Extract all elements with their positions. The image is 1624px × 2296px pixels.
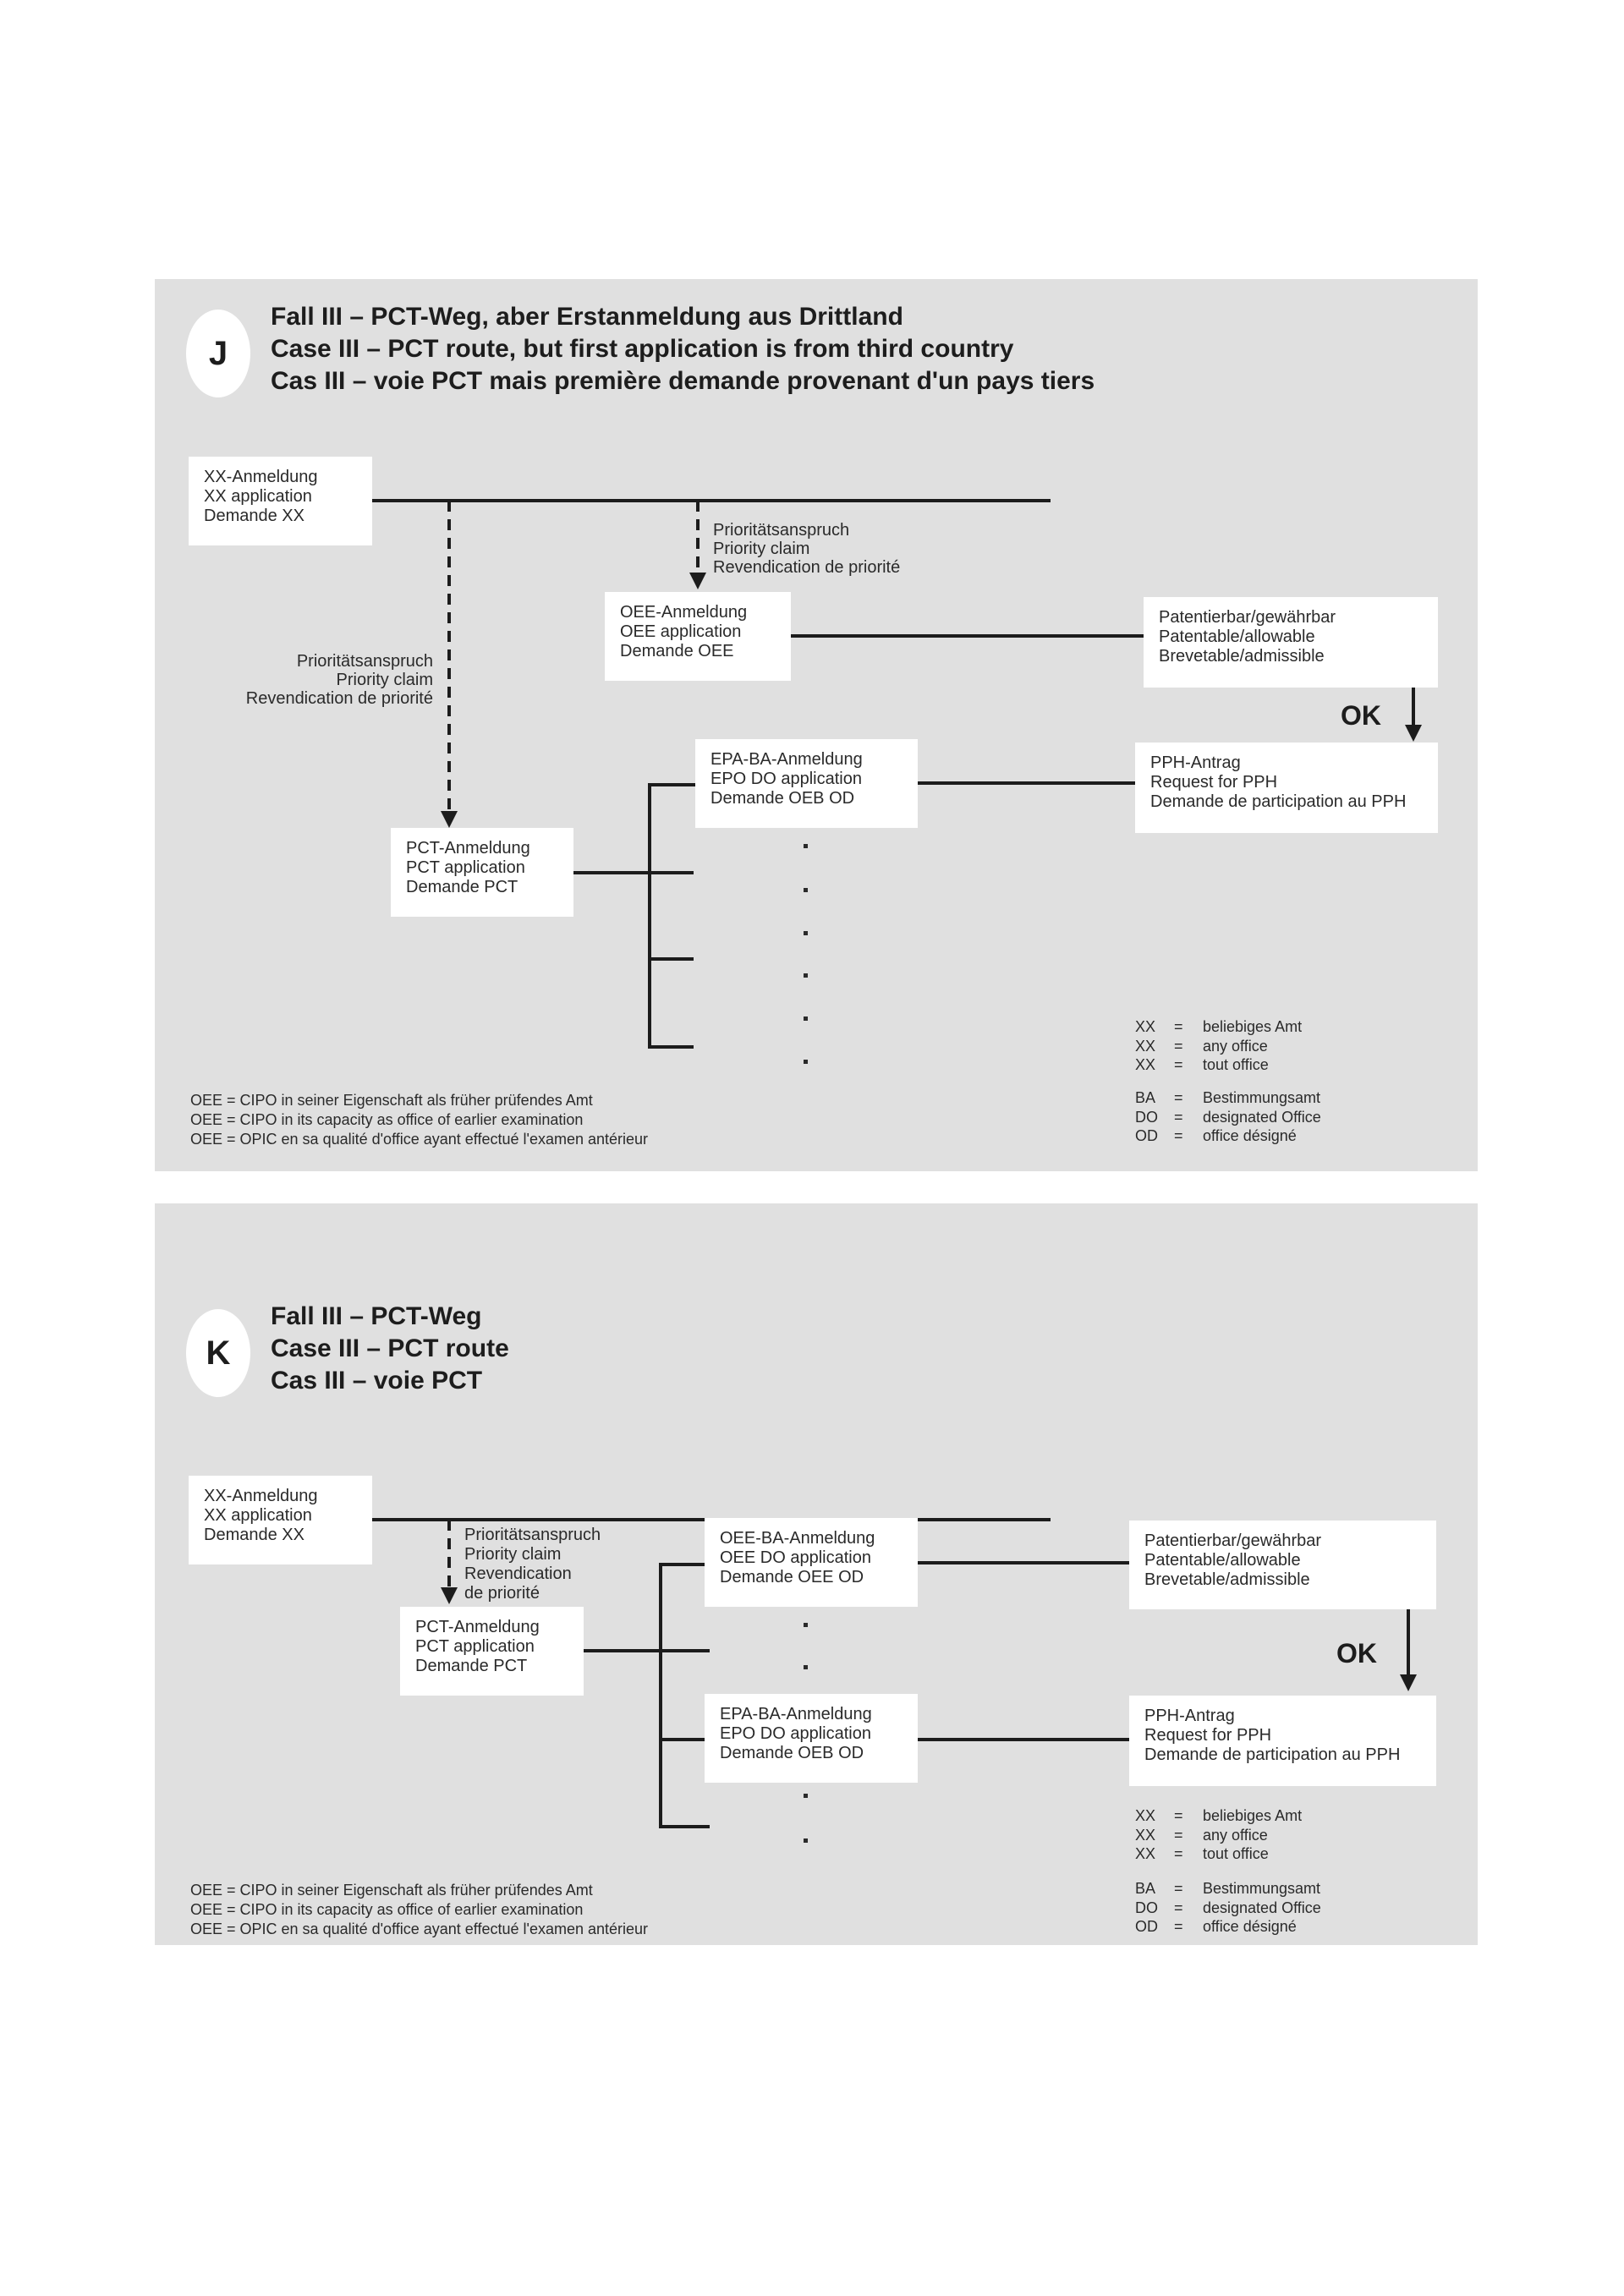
equals-sign: = (1174, 1108, 1183, 1126)
k-ba-abbr: BA (1135, 1880, 1156, 1897)
k-pct-line-de: PCT-Anmeldung (415, 1618, 540, 1636)
k-ba-legend-row (1135, 1917, 1321, 1937)
panel-j-title-de: Fall III – PCT-Weg, aber Erstanmeldung aus Drittland (271, 303, 903, 331)
k-xx-legend (1135, 1806, 1302, 1864)
j-xx-line-fr: Demande XX (204, 507, 304, 525)
j-oee-to-patentable-connector (791, 634, 1144, 638)
k-ok-arrow-line (1407, 1609, 1410, 1674)
k-pct-to-bracket-connector (584, 1649, 710, 1652)
j-oee-line-de: OEE-Anmeldung (620, 603, 748, 622)
j-ellipsis-dot (804, 888, 808, 892)
equals-sign: = (1174, 1826, 1183, 1844)
k-pph-request-box (1129, 1696, 1436, 1786)
j-ellipsis-dot (804, 1060, 808, 1064)
j-timeline (372, 499, 1051, 502)
j-ba-abbr: BA (1135, 1089, 1156, 1106)
k-ba-legend-row (1135, 1879, 1321, 1899)
equals-sign: = (1174, 1127, 1183, 1144)
k-bracket-vertical (659, 1563, 662, 1828)
j-ba-text: designated Office (1203, 1108, 1321, 1126)
equals-sign: = (1174, 1037, 1183, 1055)
k-epaba-line-de: EPA-BA-Anmeldung (720, 1705, 872, 1723)
k-oee-legend-en: OEE = CIPO in its capacity as office of earlier examination (190, 1901, 584, 1918)
k-ba-text: office désigné (1203, 1918, 1297, 1935)
k-xx-text: beliebiges Amt (1203, 1807, 1303, 1824)
j-xx-legend-row (1135, 1017, 1302, 1037)
j-epa-line-fr: Demande OEB OD (710, 789, 855, 808)
j-bracket-vertical (648, 783, 651, 1049)
j-pct-line-fr: Demande PCT (406, 878, 518, 896)
j-ellipsis-dot (804, 931, 808, 935)
j-ba-legend-row (1135, 1088, 1321, 1108)
k-ba-abbr: OD (1135, 1918, 1158, 1935)
j-oee-line-fr: Demande OEE (620, 642, 734, 660)
k-xx-text: tout office (1203, 1845, 1269, 1862)
j-xx-text: any office (1203, 1037, 1268, 1055)
equals-sign: = (1174, 1056, 1183, 1073)
equals-sign: = (1174, 1918, 1183, 1935)
k-ba-text: designated Office (1203, 1899, 1321, 1916)
j-bracket-tick-3 (648, 1045, 694, 1049)
k-priority-fr-1: Revendication (464, 1564, 572, 1583)
k-pph-line-de: PPH-Antrag (1144, 1707, 1235, 1725)
k-ba-abbr: DO (1135, 1899, 1158, 1916)
j-xx-abbr: XX (1135, 1056, 1156, 1073)
j-priority-label-right (713, 521, 900, 577)
k-patentable-line-de: Patentierbar/gewährbar (1144, 1532, 1322, 1550)
k-priority-arrowhead (441, 1587, 458, 1604)
k-ba-legend (1135, 1879, 1321, 1937)
case-k-badge (186, 1309, 250, 1397)
j-xx-legend (1135, 1017, 1302, 1075)
k-pph-line-fr: Demande de participation au PPH (1144, 1745, 1401, 1764)
k-priority-fr-2: de priorité (464, 1584, 540, 1603)
j-epo-do-application-box (695, 739, 918, 828)
equals-sign: = (1174, 1018, 1183, 1035)
k-epaba-line-fr: Demande OEB OD (720, 1744, 864, 1762)
j-ba-abbr: OD (1135, 1127, 1158, 1144)
equals-sign: = (1174, 1880, 1183, 1897)
j-priority-right-de: Prioritätsanspruch (713, 521, 850, 540)
j-oee-line-en: OEE application (620, 622, 742, 641)
panel-j-title-fr: Cas III – voie PCT mais première demande provenant d'un pays tiers (271, 367, 1095, 395)
k-priority-en: Priority claim (464, 1545, 562, 1564)
k-ellipsis-dot (804, 1838, 808, 1843)
j-oee-legend-fr: OEE = OPIC en sa qualité d'office ayant effectué l'examen antérieur (190, 1131, 649, 1148)
j-oee-legend (190, 1091, 648, 1149)
panel-k-title-en: Case III – PCT route (271, 1334, 509, 1362)
k-ba-text: Bestimmungsamt (1203, 1880, 1321, 1897)
k-xx-legend-row (1135, 1806, 1302, 1826)
k-xx-application-box (189, 1476, 372, 1564)
j-ba-text: office désigné (1203, 1127, 1297, 1144)
j-ellipsis-dot (804, 973, 808, 978)
equals-sign: = (1174, 1845, 1183, 1862)
j-bracket-tick-epa (648, 783, 695, 786)
j-priority-dashed-line-2 (696, 501, 700, 573)
equals-sign: = (1174, 1089, 1183, 1106)
j-xx-abbr: XX (1135, 1018, 1156, 1035)
j-priority-left-fr: Revendication de priorité (245, 689, 433, 708)
j-xx-text: beliebiges Amt (1203, 1018, 1303, 1035)
panel-j-title-en: Case III – PCT route, but first application is from third country (271, 335, 1014, 363)
k-bracket-tick-epa (659, 1738, 705, 1741)
k-epaba-line-en: EPO DO application (720, 1724, 871, 1743)
j-priority-right-fr: Revendication de priorité (713, 558, 901, 577)
j-xx-line-de: XX-Anmeldung (204, 468, 318, 486)
k-xx-line-fr: Demande XX (204, 1526, 304, 1544)
j-xx-line-en: XX application (204, 487, 312, 506)
j-xx-text: tout office (1203, 1056, 1269, 1073)
j-ba-abbr: DO (1135, 1108, 1158, 1126)
j-priority-left-de: Prioritätsanspruch (296, 652, 433, 671)
k-ellipsis-dot (804, 1665, 808, 1669)
k-oee-do-application-box (705, 1518, 918, 1607)
k-ba-legend-row (1135, 1899, 1321, 1918)
k-xx-legend-row (1135, 1844, 1302, 1864)
j-pct-line-de: PCT-Anmeldung (406, 839, 530, 858)
k-oeeba-to-patentable-connector (918, 1561, 1129, 1564)
k-xx-abbr: XX (1135, 1826, 1156, 1844)
j-pct-application-box (391, 828, 573, 917)
j-ba-legend-row (1135, 1108, 1321, 1127)
j-epa-to-pph-connector (918, 781, 1135, 785)
j-xx-application-box (189, 457, 372, 545)
k-xx-legend-row (1135, 1826, 1302, 1845)
j-pct-line-en: PCT application (406, 858, 525, 877)
k-pph-line-en: Request for PPH (1144, 1726, 1272, 1745)
j-epa-line-en: EPO DO application (710, 770, 862, 788)
j-pph-line-en: Request for PPH (1150, 773, 1278, 792)
k-xx-abbr: XX (1135, 1807, 1156, 1824)
k-epo-do-application-box (705, 1694, 918, 1783)
j-priority-label-left (203, 652, 433, 708)
panel-k-title-de: Fall III – PCT-Weg (271, 1302, 482, 1330)
k-patentable-line-fr: Brevetable/admissible (1144, 1570, 1310, 1589)
k-pct-line-fr: Demande PCT (415, 1657, 528, 1675)
equals-sign: = (1174, 1899, 1183, 1916)
k-pct-application-box (400, 1607, 584, 1696)
j-priority-left-en: Priority claim (336, 671, 433, 689)
k-xx-abbr: XX (1135, 1845, 1156, 1862)
j-xx-abbr: XX (1135, 1037, 1156, 1055)
case-j-badge-letter: J (208, 334, 228, 372)
j-epa-line-de: EPA-BA-Anmeldung (710, 750, 863, 769)
k-priority-de: Prioritätsanspruch (464, 1526, 601, 1544)
k-priority-label (464, 1526, 601, 1603)
j-pph-request-box (1135, 743, 1438, 833)
j-pph-line-fr: Demande de participation au PPH (1150, 792, 1407, 811)
j-xx-legend-row (1135, 1055, 1302, 1075)
j-ellipsis-dot (804, 1016, 808, 1021)
k-oeeba-line-de: OEE-BA-Anmeldung (720, 1529, 875, 1548)
k-epaba-to-pph-connector (918, 1738, 1129, 1741)
j-patentable-line-en: Patentable/allowable (1159, 627, 1315, 646)
j-ellipsis-dot (804, 844, 808, 848)
k-oee-legend-de: OEE = CIPO in seiner Eigenschaft als früher prüfendes Amt (190, 1882, 593, 1899)
k-patentable-box (1129, 1521, 1436, 1609)
j-ok-label: OK (1341, 700, 1381, 731)
j-ba-legend (1135, 1088, 1321, 1146)
j-priority-right-en: Priority claim (713, 540, 810, 558)
k-bracket-tick-3 (659, 1825, 710, 1828)
equals-sign: = (1174, 1807, 1183, 1824)
k-xx-text: any office (1203, 1826, 1268, 1844)
j-ok-arrow-line (1412, 688, 1415, 725)
j-priority-arrowhead-1 (441, 811, 458, 828)
k-bracket-tick-oee (659, 1563, 705, 1566)
j-patentable-box (1144, 597, 1438, 688)
k-ok-label: OK (1336, 1638, 1377, 1669)
j-xx-legend-row (1135, 1037, 1302, 1056)
j-patentable-line-fr: Brevetable/admissible (1159, 647, 1325, 666)
j-priority-arrowhead-2 (689, 573, 706, 589)
case-k-badge-letter: K (206, 1334, 231, 1372)
k-xx-line-en: XX application (204, 1506, 312, 1525)
panel-j-title (271, 301, 1095, 397)
j-ok-arrowhead (1405, 725, 1422, 742)
j-oee-legend-de: OEE = CIPO in seiner Eigenschaft als früher prüfendes Amt (190, 1092, 593, 1109)
j-bracket-tick-2 (648, 957, 694, 961)
k-oee-legend (190, 1881, 648, 1939)
j-ba-text: Bestimmungsamt (1203, 1089, 1321, 1106)
k-patentable-line-en: Patentable/allowable (1144, 1551, 1301, 1570)
j-pph-line-de: PPH-Antrag (1150, 753, 1241, 772)
k-oeeba-line-en: OEE DO application (720, 1548, 871, 1567)
panel-k-title (271, 1301, 509, 1397)
j-ba-legend-row (1135, 1126, 1321, 1146)
k-priority-dashed-line (447, 1520, 451, 1587)
panel-k-title-fr: Cas III – voie PCT (271, 1367, 483, 1395)
k-oee-legend-fr: OEE = OPIC en sa qualité d'office ayant effectué l'examen antérieur (190, 1921, 649, 1937)
j-oee-legend-en: OEE = CIPO in its capacity as office of earlier examination (190, 1111, 584, 1128)
k-ellipsis-dot (804, 1794, 808, 1798)
k-ellipsis-dot (804, 1623, 808, 1627)
j-oee-application-box (605, 592, 791, 681)
k-xx-line-de: XX-Anmeldung (204, 1487, 318, 1505)
k-ok-arrowhead (1400, 1674, 1417, 1691)
j-pct-to-bracket-connector (573, 871, 694, 874)
case-j-badge (186, 310, 250, 397)
k-pct-line-en: PCT application (415, 1637, 535, 1656)
k-oeeba-line-fr: Demande OEE OD (720, 1568, 864, 1586)
j-patentable-line-de: Patentierbar/gewährbar (1159, 608, 1336, 627)
j-priority-dashed-line-1 (447, 501, 451, 811)
